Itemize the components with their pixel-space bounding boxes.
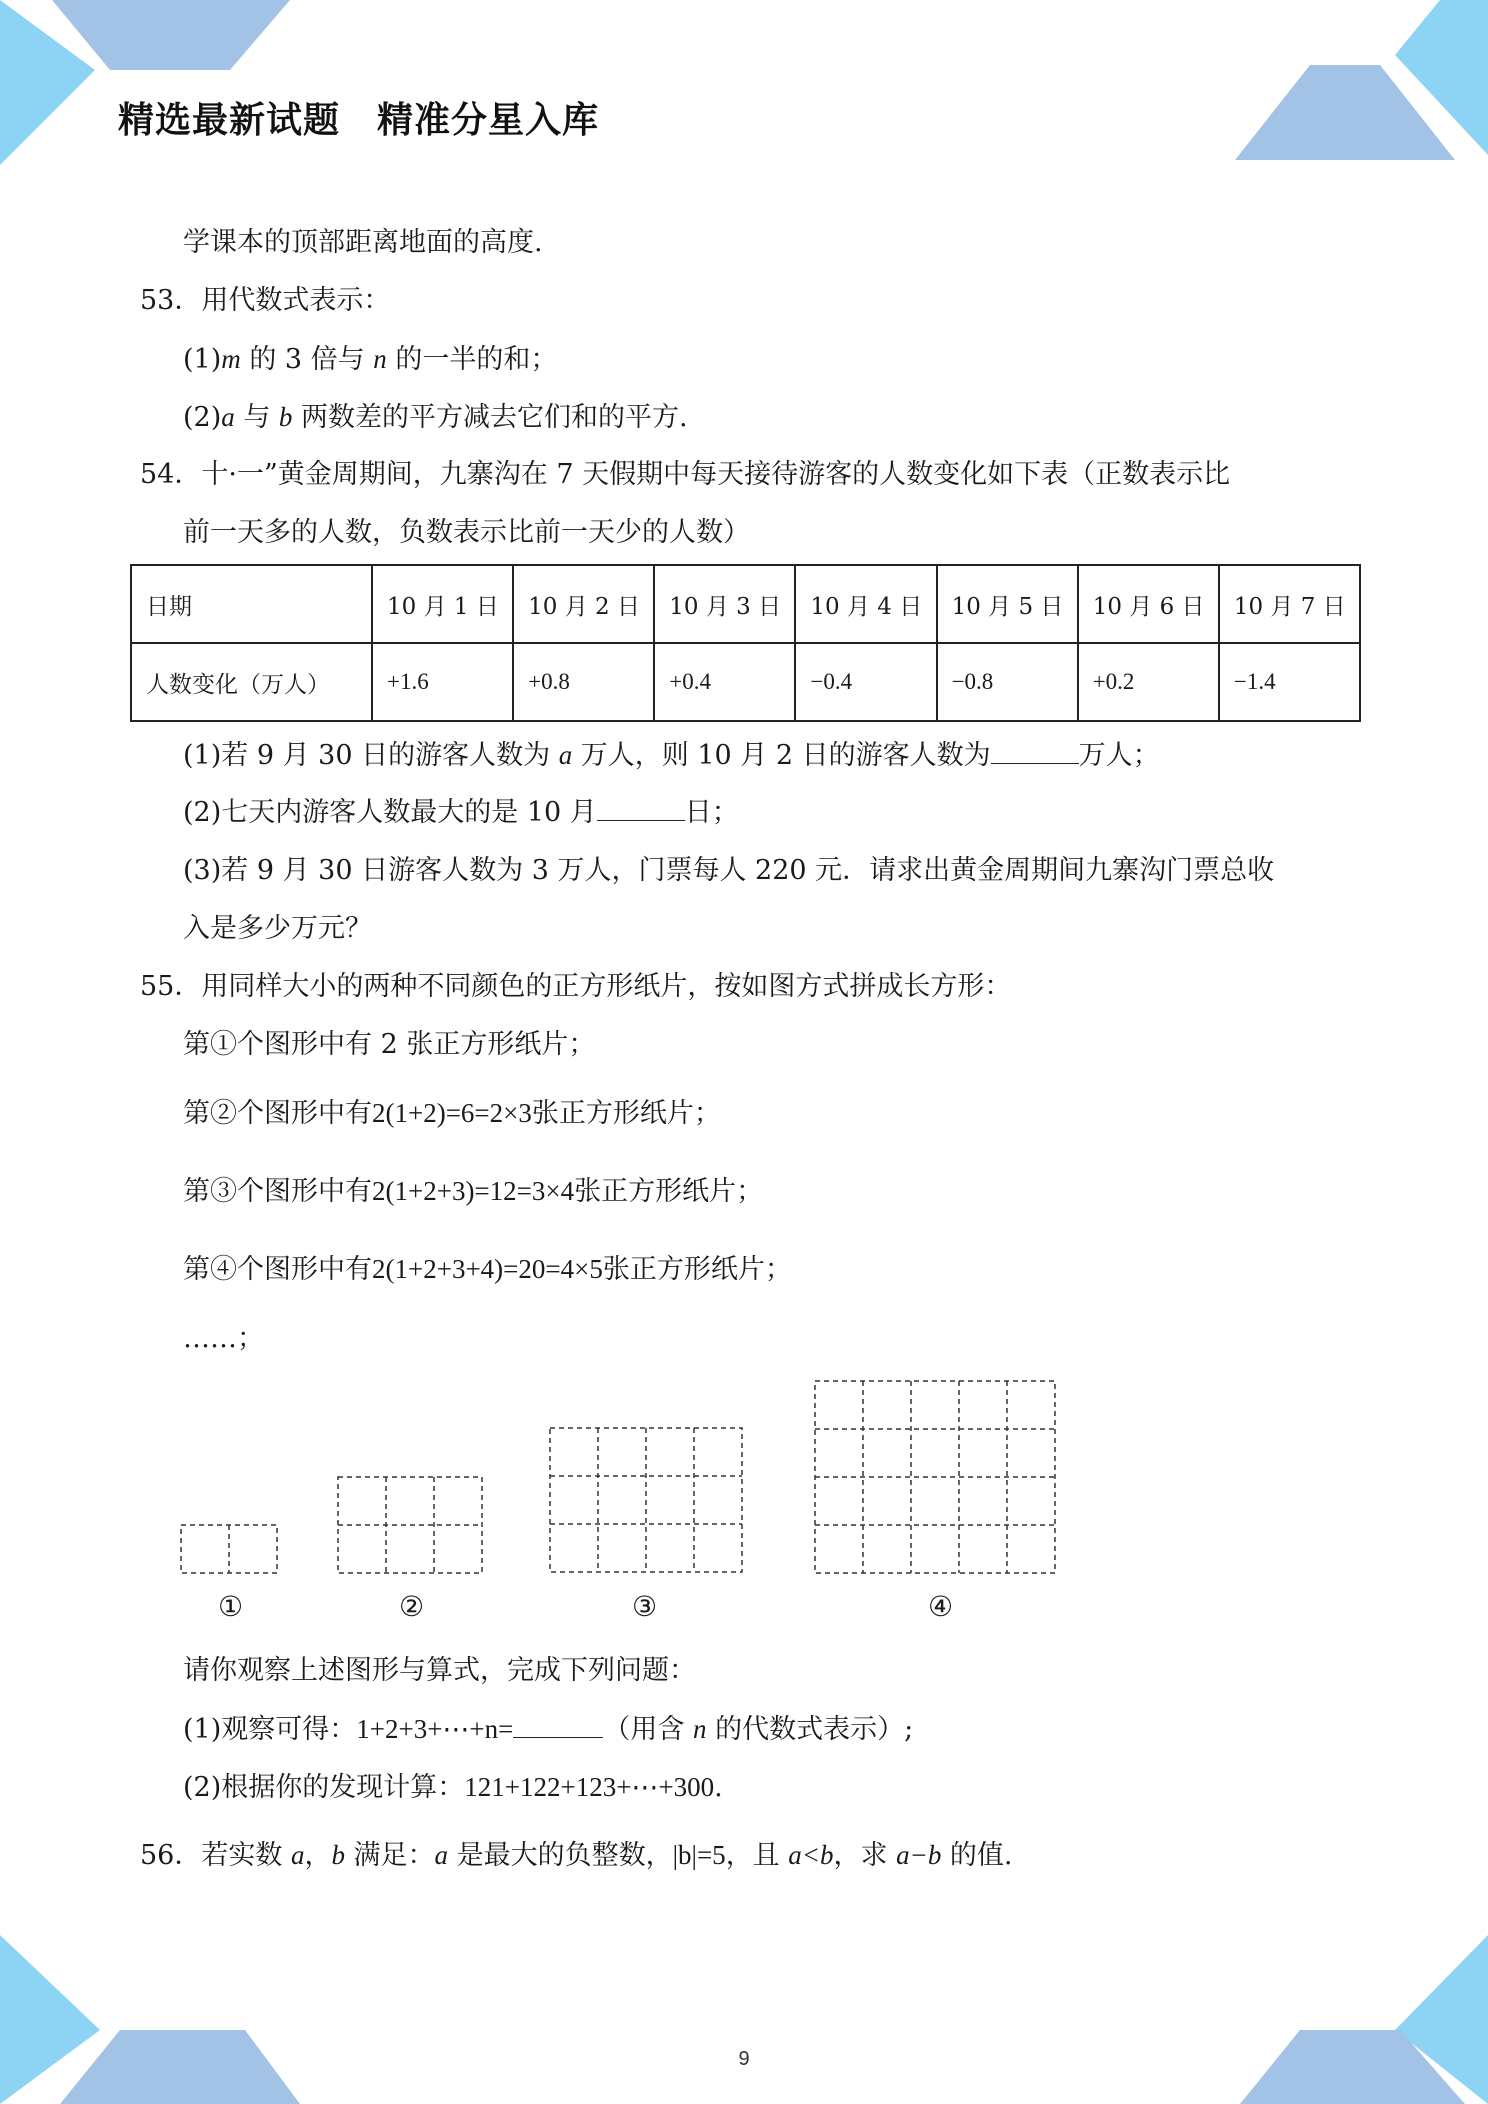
table-cell: 10 月 6 日 xyxy=(1078,565,1219,643)
question-56: 56．若实数 a，b 满足：a 是最大的负整数，|b|=5，且 a<b，求 a−b 的值. xyxy=(140,1840,1013,1871)
page-number: 9 xyxy=(738,2048,750,2070)
table-cell: +1.6 xyxy=(372,643,513,721)
table-cell: +0.8 xyxy=(513,643,654,721)
table-cell: −1.4 xyxy=(1219,643,1360,721)
question-53: 53．用代数式表示： xyxy=(140,285,391,316)
question-53-part-1: (1)m 的 3 倍与 n 的一半的和； xyxy=(183,344,558,375)
figure-3-grid xyxy=(549,1427,747,1580)
question-54: 54．十·一”黄金周期间，九寨沟在 7 天假期中每天接待游客的人数变化如下表（正数表示比 xyxy=(140,459,1231,490)
figure-1-grid xyxy=(180,1524,280,1580)
table-cell: 10 月 2 日 xyxy=(513,565,654,643)
question-54-part-1: (1)若 9 月 30 日的游客人数为 a 万人，则 10 月 2 日的游客人数为 万人； xyxy=(183,740,1160,771)
question-55-part-1: (1)观察可得：1+2+3+⋯+n= （用含 n 的代数式表示）; xyxy=(183,1714,914,1745)
table-cell: 10 月 1 日 xyxy=(372,565,513,643)
figure-1-label: ① xyxy=(218,1590,244,1623)
header-title: 精选最新试题 精准分星入库 xyxy=(118,100,600,141)
question-55-line-4: 第④个图形中有2(1+2+3+4)=20=4×5张正方形纸片； xyxy=(183,1254,792,1285)
figure-4-label: ④ xyxy=(928,1590,954,1623)
table-cell: 日期 xyxy=(131,565,372,643)
table-row xyxy=(131,643,1360,721)
corner-decoration-bottom-left xyxy=(0,1935,300,2104)
visitor-change-table xyxy=(130,564,1361,722)
answer-blank[interactable] xyxy=(991,741,1079,764)
corner-decoration-bottom-right xyxy=(1240,1935,1488,2104)
table-cell: −0.8 xyxy=(937,643,1078,721)
question-54-cont: 前一天多的人数，负数表示比前一天少的人数） xyxy=(183,517,750,548)
figure-2-grid xyxy=(337,1476,487,1580)
question-55-line-2: 第②个图形中有2(1+2)=6=2×3张正方形纸片； xyxy=(183,1098,721,1129)
table-cell: −0.4 xyxy=(795,643,936,721)
question-55-part-2: (2)根据你的发现计算：121+122+123+⋯+300. xyxy=(183,1772,723,1803)
ellipsis-line: ……； xyxy=(183,1323,264,1354)
answer-blank[interactable] xyxy=(513,1715,603,1738)
question-55-observe: 请你观察上述图形与算式，完成下列问题： xyxy=(183,1655,696,1686)
figure-2-label: ② xyxy=(399,1590,425,1623)
question-55-line-3: 第③个图形中有2(1+2+3)=12=3×4张正方形纸片； xyxy=(183,1176,764,1207)
question-54-part-3: (3)若 9 月 30 日游客人数为 3 万人，门票每人 220 元．请求出黄金周期间九寨沟门票总收 xyxy=(183,855,1275,886)
table-cell: 10 月 7 日 xyxy=(1219,565,1360,643)
table-row xyxy=(131,565,1360,643)
figure-3-label: ③ xyxy=(632,1590,658,1623)
question-55: 55．用同样大小的两种不同颜色的正方形纸片，按如图方式拼成长方形： xyxy=(140,971,1012,1002)
question-53-part-2: (2)a 与 b 两数差的平方减去它们和的平方. xyxy=(183,402,688,433)
table-cell: 10 月 4 日 xyxy=(795,565,936,643)
question-55-line-1: 第①个图形中有 2 张正方形纸片； xyxy=(183,1029,596,1060)
answer-blank[interactable] xyxy=(597,798,685,821)
figure-4-grid xyxy=(814,1380,1060,1580)
table-cell: +0.4 xyxy=(654,643,795,721)
continued-text: 学课本的顶部距离地面的高度. xyxy=(183,227,543,258)
table-cell: +0.2 xyxy=(1078,643,1219,721)
question-54-part-2: (2)七天内游客人数最大的是 10 月 日； xyxy=(183,797,739,828)
table-cell: 10 月 3 日 xyxy=(654,565,795,643)
table-cell: 人数变化（万人） xyxy=(131,643,372,721)
corner-decoration-top-right xyxy=(1235,0,1488,160)
table-cell: 10 月 5 日 xyxy=(937,565,1078,643)
question-54-part-3-cont: 入是多少万元？ xyxy=(183,913,372,944)
